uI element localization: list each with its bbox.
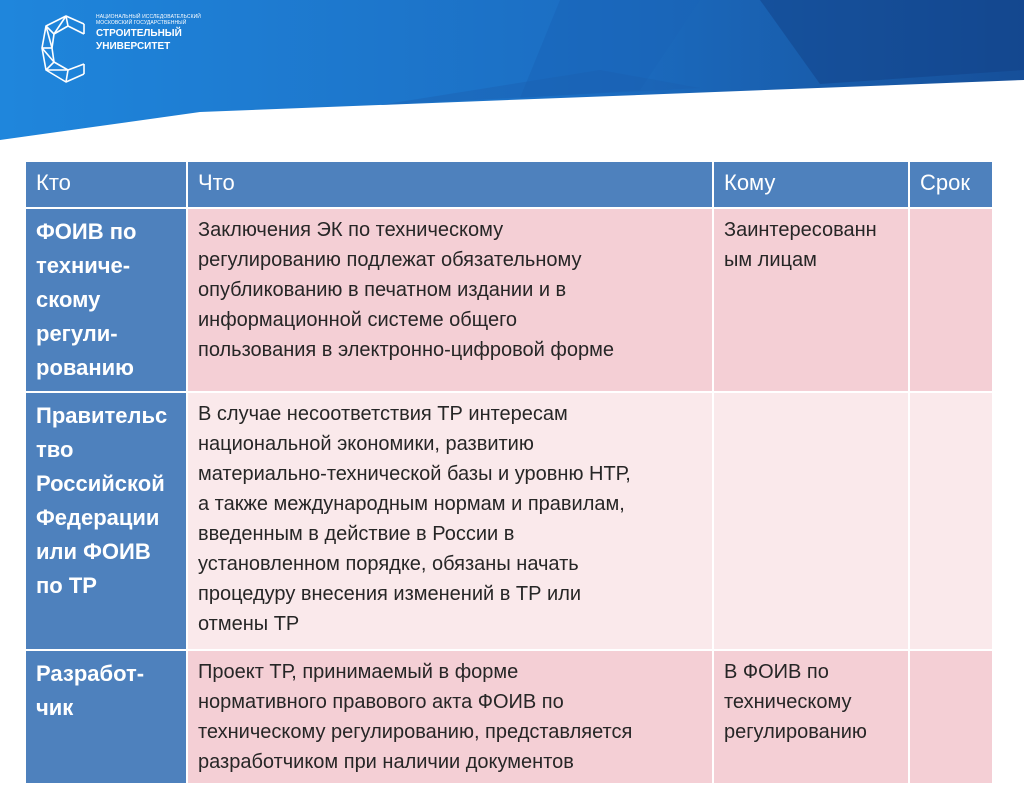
cell-line: В ФОИВ по — [724, 661, 829, 683]
cell-line: техническому — [724, 691, 852, 713]
cell-line: а также международным нормам и правилам, — [198, 493, 625, 515]
cell-line: информационной системе общего — [198, 309, 518, 331]
cell-line: скому — [36, 287, 101, 312]
cell-line: установленном порядке, обязаны начать — [198, 553, 579, 575]
logo-line-1: НАЦИОНАЛЬНЫЙ ИССЛЕДОВАТЕЛЬСКИЙ — [96, 14, 201, 20]
table-row — [25, 392, 993, 650]
cell-line: рованию — [36, 355, 134, 380]
cell-line: нормативного правового акта ФОИВ по — [198, 691, 564, 713]
cell-whom — [713, 650, 909, 784]
cell-line: процедуру внесения изменений в ТР или — [198, 583, 582, 605]
cell-what — [187, 650, 713, 784]
cell-line: Разработ- — [36, 661, 145, 686]
cell-what — [187, 392, 713, 650]
university-logo — [38, 14, 208, 84]
cell-line: регули- — [36, 321, 118, 346]
cell-line: чик — [36, 695, 74, 720]
cell-line: техническому регулированию, представляется — [198, 721, 633, 743]
cell-line: Заключения ЭК по техническому — [198, 219, 504, 241]
cell-line: национальной экономики, развитию — [198, 433, 534, 455]
cell-line: В случае несоответствия ТР интересам — [198, 403, 568, 425]
cell-line: опубликованию в печатном издании и в — [198, 279, 567, 301]
logo-line-3: СТРОИТЕЛЬНЫЙ — [96, 28, 182, 39]
header-whom: Кому — [713, 161, 909, 208]
cell-line: тво — [36, 437, 74, 462]
cell-who — [25, 650, 187, 784]
cell-line: Федерации — [36, 505, 160, 530]
cell-line: разработчиком при наличии документов — [198, 751, 574, 773]
cell-what — [187, 208, 713, 392]
cell-line: введенным в действие в России в — [198, 523, 515, 545]
cell-line: Заинтересованн — [724, 219, 877, 241]
table-header-row — [25, 161, 993, 208]
cell-whom — [713, 208, 909, 392]
cell-line: регулированию подлежат обязательному — [198, 249, 582, 271]
table-row — [25, 650, 993, 784]
logo-line-2: МОСКОВСКИЙ ГОСУДАРСТВЕННЫЙ — [96, 20, 187, 26]
cell-line: Правительс — [36, 403, 168, 428]
logo-text — [96, 14, 208, 52]
cell-when — [909, 392, 993, 650]
cell-line: по ТР — [36, 573, 97, 598]
cell-line: отмены ТР — [198, 613, 300, 635]
header-when: Срок — [909, 161, 993, 208]
cell-line: ФОИВ по — [36, 219, 137, 244]
table-row — [25, 208, 993, 392]
cell-line: или ФОИВ — [36, 539, 151, 564]
cell-when — [909, 208, 993, 392]
cell-line: ым лицам — [724, 249, 817, 271]
cell-when — [909, 650, 993, 784]
logo-line-4: УНИВЕРСИТЕТ — [96, 41, 171, 52]
hexagon-c-logo-icon — [38, 14, 94, 84]
cell-line: техниче- — [36, 253, 131, 278]
cell-who — [25, 392, 187, 650]
header-who: Кто — [25, 161, 187, 208]
cell-line: пользования в электронно-цифровой форме — [198, 339, 614, 361]
cell-line: Проект ТР, принимаемый в форме — [198, 661, 519, 683]
header-what: Что — [187, 161, 713, 208]
cell-whom — [713, 392, 909, 650]
cell-line: материально-технической базы и уровню НТР, — [198, 463, 631, 485]
cell-line: Российской — [36, 471, 165, 496]
cell-line: регулированию — [724, 721, 867, 743]
responsibility-table — [24, 160, 994, 785]
cell-who — [25, 208, 187, 392]
